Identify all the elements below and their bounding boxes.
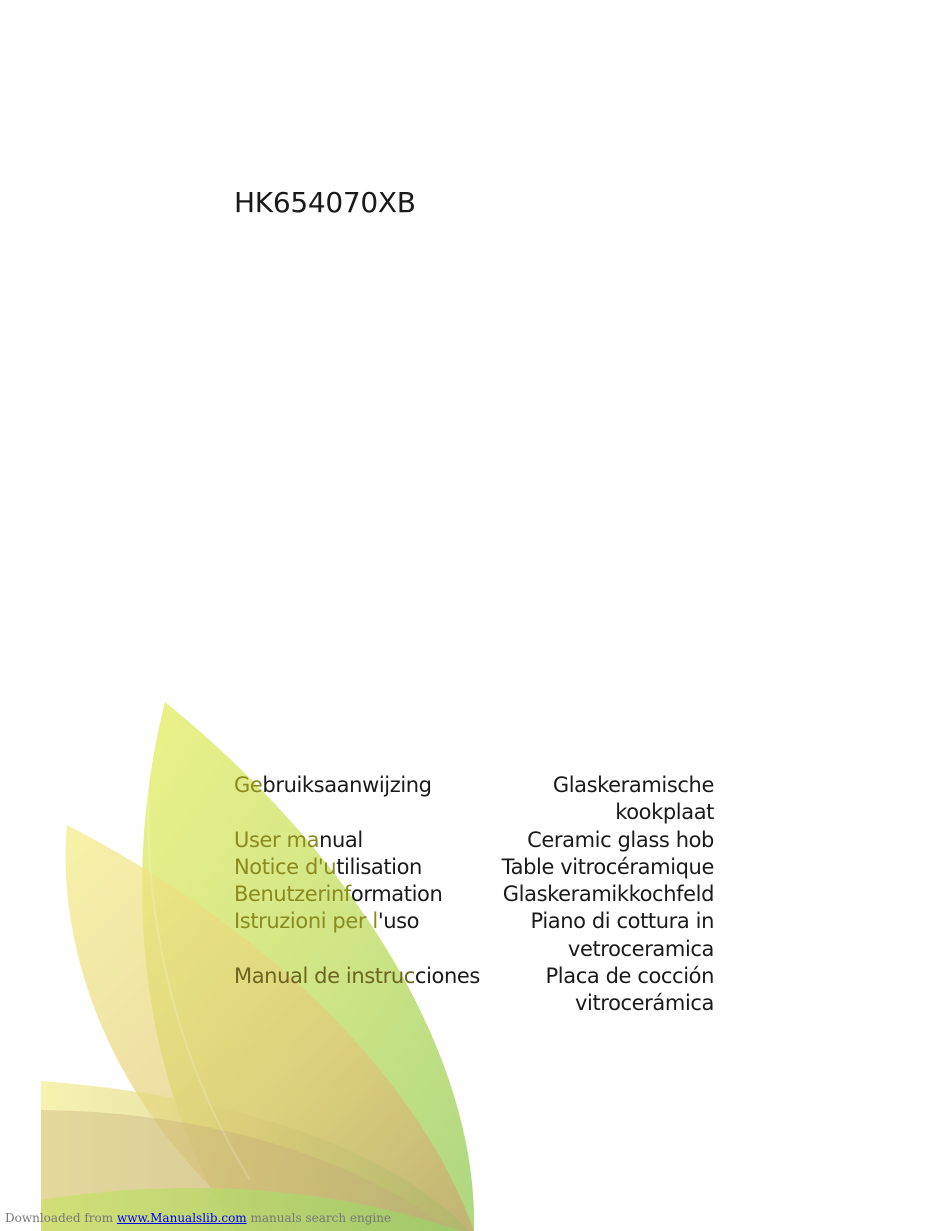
manual-language-label: [234, 908, 419, 935]
manual-language-rest: ormation: [350, 882, 443, 907]
manual-language-highlight: Notice d'u: [234, 854, 337, 879]
manual-row: [234, 881, 714, 908]
manual-language-list: [234, 772, 714, 1018]
manual-row: [234, 854, 714, 881]
manual-language-highlight: Istruzioni per l: [234, 909, 378, 934]
manual-language-highlight: Ge: [234, 773, 263, 797]
manual-language-label: [234, 881, 442, 908]
manual-row: [234, 908, 714, 963]
manual-language-rest: tilisation: [336, 854, 422, 879]
manualslib-link[interactable]: www.Manualslib.com: [116, 1211, 247, 1225]
manual-language-highlight: Benutzerinf: [234, 882, 351, 907]
manual-row: [234, 772, 714, 827]
manual-language-highlight: Manual de instruc: [234, 964, 415, 989]
manual-row: [234, 827, 714, 854]
manual-product-title: Ceramic glass hob: [527, 827, 714, 852]
manual-product-title: Glaskeramische kookplaat: [552, 773, 714, 825]
manual-product-title: Placa de cocción vitrocerámica: [545, 964, 714, 1016]
manual-product-title: Glaskeramikkochfeld: [502, 882, 714, 907]
manual-product-title: Table vitrocéramique: [501, 854, 714, 879]
manual-language-highlight: User ma: [234, 827, 320, 852]
manual-language-label: [234, 963, 480, 990]
manual-row: [234, 963, 714, 1018]
download-footer: [5, 1211, 391, 1225]
manual-language-rest: nual: [319, 827, 363, 852]
manual-language-label: [234, 854, 422, 881]
manual-language-rest: bruiksaanwijzing: [262, 773, 432, 797]
manual-language-rest: 'uso: [377, 909, 420, 934]
manual-language-rest: ciones: [414, 964, 480, 989]
manual-language-label: [234, 827, 363, 854]
footer-suffix: manuals search engine: [246, 1211, 392, 1225]
manual-language-label: [234, 772, 432, 799]
footer-prefix: Downloaded from: [5, 1211, 117, 1225]
manual-product-title: Piano di cottura in vetroceramica: [530, 909, 714, 961]
model-number: HK654070XB: [234, 186, 416, 219]
